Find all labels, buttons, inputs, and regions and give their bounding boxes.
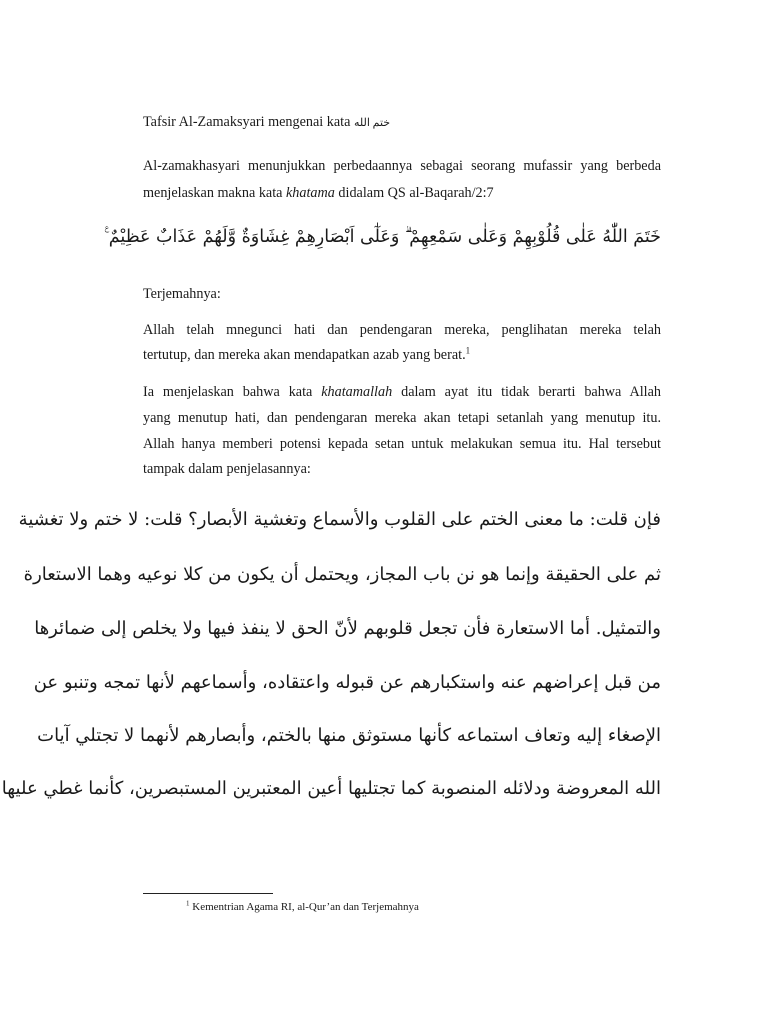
translation-label: Terjemahnya: [143,286,221,302]
footnote-reference: 1 [465,345,471,356]
explanation-italic-term: khatamallah [321,384,393,400]
footnote [186,899,419,915]
arabic-quote-line-3: والتمثيل. أما الاستعارة فأن تجعل قلوبهم لأنّ الحق لا ينفذ فيها ولا يخلص إلى ضمائرها [34,618,661,639]
explanation-line-1 [143,380,661,404]
intro-italic-term: khatama [286,185,335,201]
quran-verse: خَتَمَ اللّٰهُ عَلٰى قُلُوْبِهِمْ وَعَلٰى سَمْعِهِمْ ۗ وَعَلٰٓى اَبْصَارِهِمْ غِشَاوَةٌ وَّلَهُمْ عَذَابٌ عَظِيْمٌ ࣖ [104,227,661,247]
explanation-line-3 [143,432,661,456]
explanation-text-1a: Ia menjelaskan bahwa kata [143,384,322,400]
translation-line-1 [143,318,661,342]
explanation-line-2 [143,406,661,430]
translation-text-1: Allah telah mnegunci hati dan pendengaran mereka, penglihatan mereka telah [143,322,661,338]
footnote-separator [143,893,273,894]
intro-text-2a: menjelaskan makna kata [143,185,286,201]
explanation-text-1b: dalam ayat itu tidak berarti bahwa Allah [392,384,661,400]
arabic-quote-line-2: ثم على الحقيقة وإنما هو نن باب المجاز، ويحتمل أن يكون من كلا نوعيه وهما الاستعارة [23,564,661,585]
intro-line-1 [143,154,661,178]
explanation-text-3: Allah hanya memberi potensi kepada setan untuk melakukan semua itu. Hal tersebut [143,436,661,452]
translation-line-2 [143,343,661,367]
intro-text-1: Al-zamakhasyari menunjukkan perbedaannya sebagai seorang mufassir yang berbeda [143,158,661,174]
heading-text: Tafsir Al-Zamaksyari mengenai kata [143,114,351,130]
explanation-text-2: yang menutup hati, dan pendengaran mereka akan tetapi setanlah yang menutup itu. [143,410,661,426]
arabic-quote-line-6: الله المعروضة ودلائله المنصوبة كما تجتليها أعين المعتبرين المستبصرين، كأنما غطي عليها [1,778,661,799]
footnote-text: Kementrian Agama RI, al-Qur’an dan Terjemahnya [192,901,419,913]
arabic-quote-line-5: الإصغاء إليه وتعاف استماعه كأنها مستوثق منها بالختم، وأبصارهم لأنهما لا تجتلي آيات [37,725,661,746]
heading-arabic-word: ختم الله [353,117,391,129]
explanation-text-4: tampak dalam penjelasannya: [143,461,311,477]
intro-line-2 [143,181,661,205]
footnote-number: 1 [186,899,190,908]
explanation-line-4 [143,457,661,481]
translation-text-2: tertutup, dan mereka akan mendapatkan azab yang berat. [143,347,466,363]
section-heading [143,110,661,135]
intro-text-2b: didalam QS al-Baqarah/2:7 [334,185,494,201]
arabic-quote-line-4: من قبل إعراضهم عنه واستكبارهم عن قبوله واعتقاده، وأسماعهم لأنها تمجه وتنبو عن [33,672,661,693]
arabic-quote-line-1: فإن قلت: ما معنى الختم على القلوب والأسماع وتغشية الأبصار؟ قلت: لا ختم ولا تغشية [18,509,661,530]
